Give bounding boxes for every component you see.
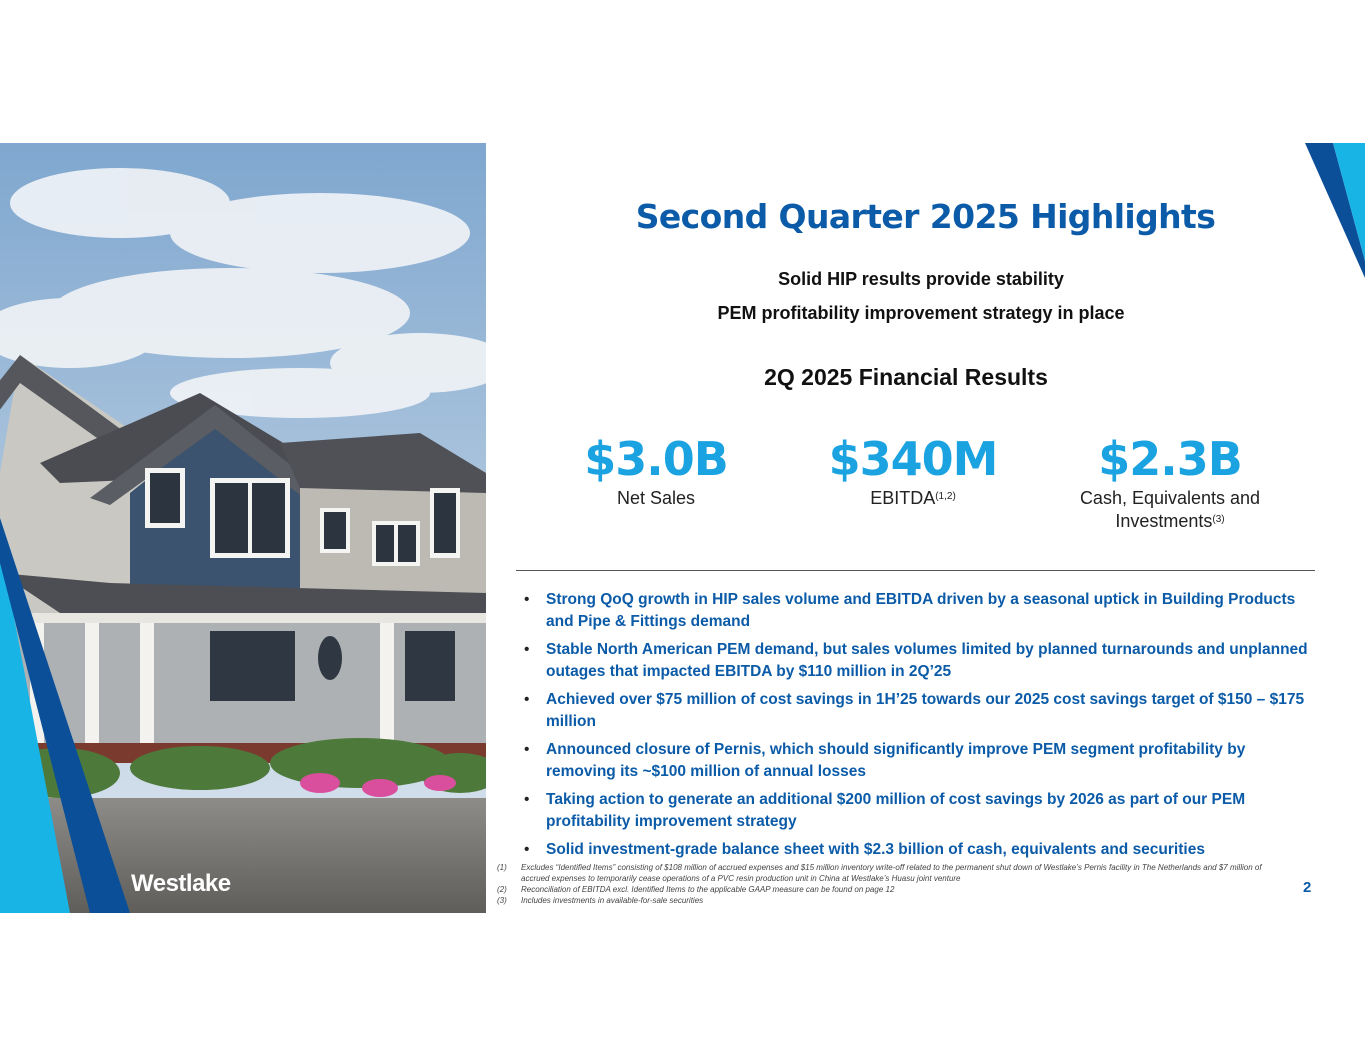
- footnotes: [497, 862, 1267, 906]
- kpi-value: $340M: [828, 432, 998, 486]
- financial-results-heading: 2Q 2025 Financial Results: [764, 364, 1048, 390]
- footnote: [497, 862, 1267, 884]
- footnote-text: Excludes “Identified Items” consisting of $108 million of accrued expenses and $15 million inventory write-off related to the permanent shut down of Westlake’s Pernis facility in The Netherlands and $7 million of accrued expenses to temporarily cease operations of a PVC resin production unit in China at Westlake’s Huasu joint venture: [521, 863, 1262, 883]
- footnote-ref: (3): [1212, 514, 1225, 525]
- kpi-value: $3.0B: [584, 432, 728, 486]
- list-item-text: Taking action to generate an additional $200 million of cost savings by 2026 as part of our PEM profitability improvement strategy: [546, 791, 1246, 830]
- kpi-cash: [1040, 433, 1300, 533]
- bullet-icon: •: [524, 641, 530, 658]
- footnote-number: (3): [497, 896, 507, 905]
- kpi-label-text: Investments: [1115, 511, 1213, 531]
- list-item: [524, 839, 1314, 861]
- kpi-value: $2.3B: [1098, 432, 1242, 486]
- list-item: [524, 789, 1314, 832]
- kpi-label: [1040, 487, 1300, 533]
- house-illustration: [0, 143, 486, 913]
- house-photo: [0, 143, 486, 913]
- kpi-ebitda: [783, 433, 1043, 510]
- list-item: [524, 639, 1314, 682]
- kpi-label-line-2: [1040, 510, 1300, 533]
- subtitle-2: PEM profitability improvement strategy in place: [717, 303, 1125, 323]
- footnote-text: Reconciliation of EBITDA excl. Identified Items to the applicable GAAP measure can be found on page 12: [521, 885, 895, 894]
- bullet-icon: •: [524, 591, 530, 608]
- list-item-text: Solid investment-grade balance sheet with $2.3 billion of cash, equivalents and securities: [546, 841, 1205, 858]
- kpi-label-text: EBITDA: [870, 488, 936, 508]
- page-number: 2: [1303, 879, 1312, 896]
- kpi-label: [783, 487, 1043, 510]
- list-item-text: Announced closure of Pernis, which should significantly improve PEM segment profitability by removing its ~$100 million of annual losses: [546, 741, 1246, 780]
- bullet-icon: •: [524, 841, 530, 858]
- kpi-net-sales: [526, 433, 786, 510]
- bullet-icon: •: [524, 741, 530, 758]
- footnote-ref: (1,2): [935, 491, 956, 502]
- footnote-text: Includes investments in available-for-sale securities: [521, 896, 704, 905]
- list-item-text: Stable North American PEM demand, but sales volumes limited by planned turnarounds and unplanned outages that impacted EBITDA by $110 million in 2Q’25: [546, 641, 1308, 680]
- subtitle-1: Solid HIP results provide stability: [778, 269, 1064, 289]
- footnote-number: (1): [497, 863, 507, 872]
- westlake-logo: Westlake: [131, 870, 231, 897]
- kpi-label: Net Sales: [616, 488, 696, 508]
- list-item: [524, 739, 1314, 782]
- footnote: [497, 884, 1267, 895]
- list-item: [524, 689, 1314, 732]
- list-item-text: Achieved over $75 million of cost savings in 1H’25 towards our 2025 cost savings target of $150 – $175 million: [546, 691, 1305, 730]
- list-item-text: Strong QoQ growth in HIP sales volume and EBITDA driven by a seasonal uptick in Building Products and Pipe & Fittings demand: [546, 591, 1296, 630]
- divider: [516, 570, 1315, 571]
- page-title: Second Quarter 2025 Highlights: [635, 197, 1216, 236]
- bullet-icon: •: [524, 691, 530, 708]
- slide: [0, 143, 1365, 913]
- kpi-label-line-1: Cash, Equivalents and: [1079, 488, 1261, 508]
- bullet-icon: •: [524, 791, 530, 808]
- footnote-number: (2): [497, 885, 507, 894]
- footnote: [497, 895, 1267, 906]
- list-item: [524, 589, 1314, 632]
- highlights-list: [524, 589, 1314, 868]
